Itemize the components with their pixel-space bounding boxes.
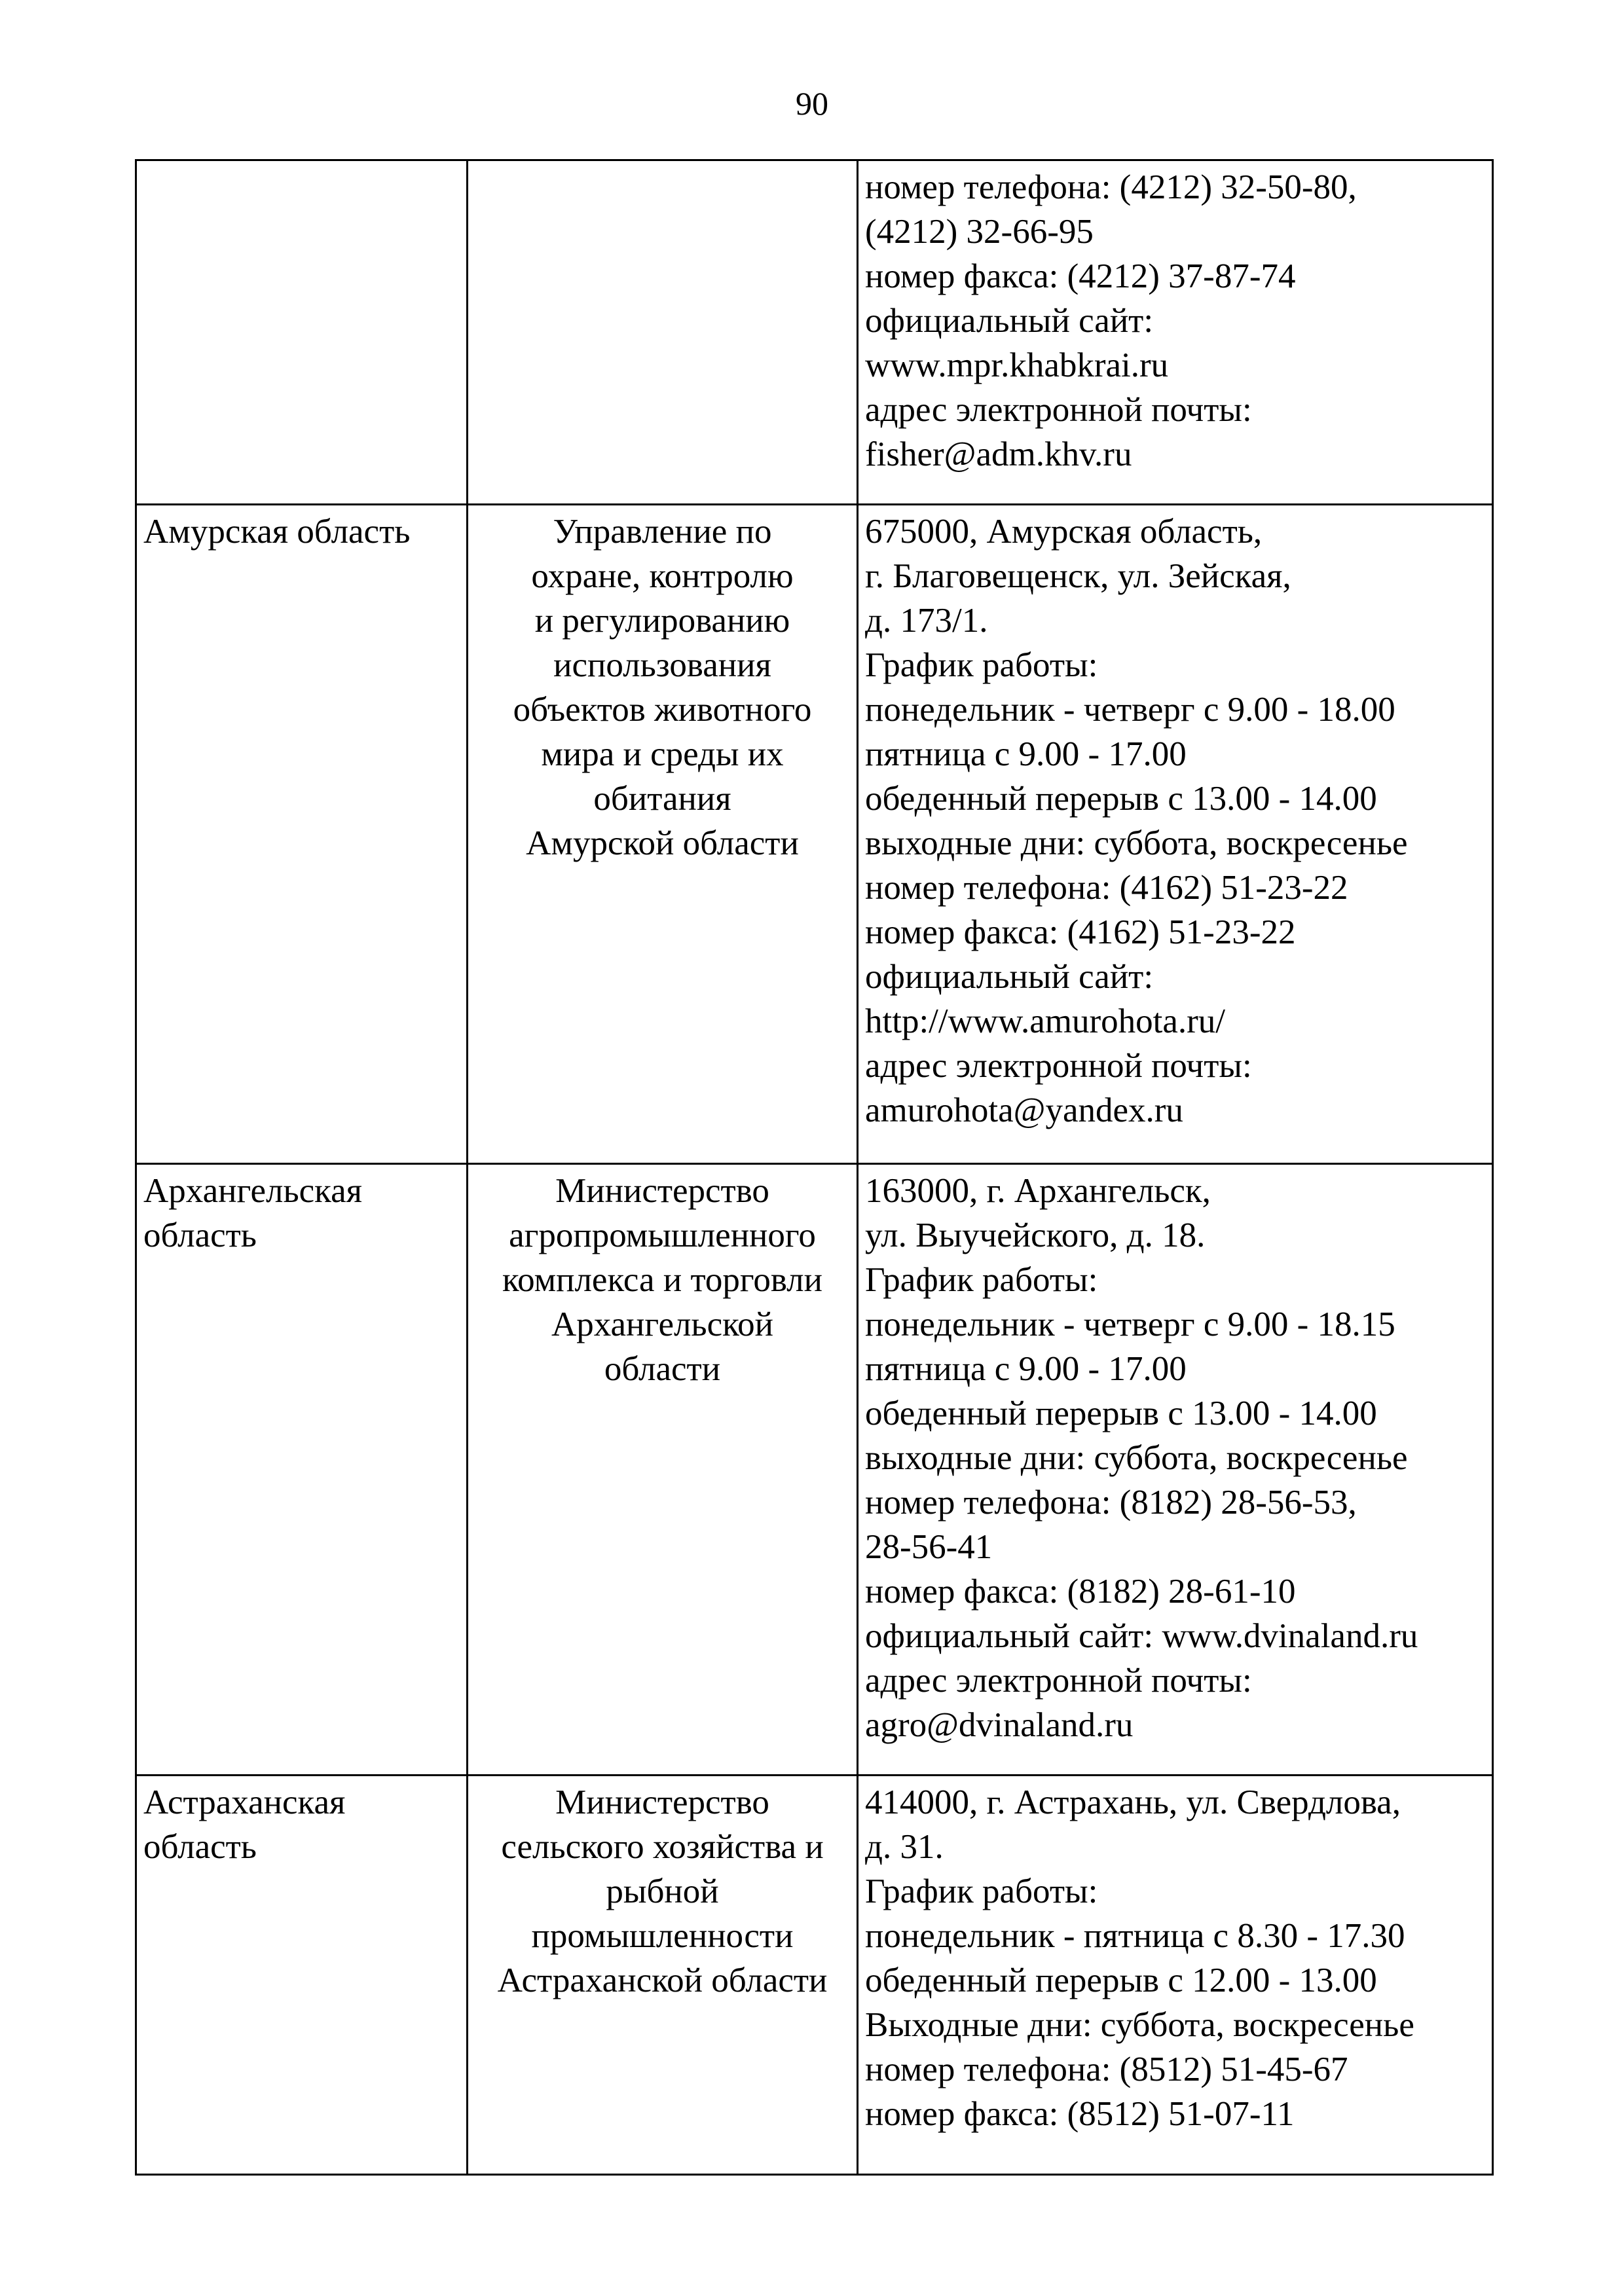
contacts-line: номер телефона: (8512) 51-45-67 <box>865 2050 1348 2088</box>
agency-cell <box>468 1776 858 2175</box>
agency-line: комплекса и торговли <box>502 1261 822 1299</box>
agency-line: сельского хозяйства и <box>501 1828 824 1866</box>
contacts-line: официальный сайт: <box>865 302 1154 340</box>
contacts-line: пятница с 9.00 - 17.00 <box>865 1350 1187 1388</box>
agency-line: области <box>604 1350 721 1388</box>
contacts-line: д. 173/1. <box>865 602 988 640</box>
contacts-line: номер телефона: (4162) 51-23-22 <box>865 869 1348 907</box>
agency-line: мира и среды их <box>541 735 784 773</box>
contacts-line: 163000, г. Архангельск, <box>865 1172 1211 1210</box>
contacts-line: обеденный перерыв с 13.00 - 14.00 <box>865 780 1377 818</box>
contacts-line: 414000, г. Астрахань, ул. Свердлова, <box>865 1783 1401 1821</box>
contacts-line: Выходные дни: суббота, воскресенье <box>865 2006 1414 2044</box>
agency-line: Амурской области <box>526 824 799 862</box>
page-number: 90 <box>796 85 828 122</box>
agency-line: использования <box>553 646 771 684</box>
contacts-line: ул. Выучейского, д. 18. <box>865 1216 1206 1254</box>
table-row <box>136 1164 1493 1776</box>
agency-line: рыбной <box>606 1872 719 1910</box>
contacts-line: номер факса: (4212) 37-87-74 <box>865 257 1296 295</box>
contacts-line: http://www.amurohota.ru/ <box>865 1002 1226 1040</box>
contacts-line: д. 31. <box>865 1828 944 1866</box>
contacts-line: обеденный перерыв с 13.00 - 14.00 <box>865 1394 1377 1432</box>
agency-cell <box>468 1164 858 1776</box>
table-row <box>136 160 1493 505</box>
region-line: Астраханская <box>143 1783 346 1821</box>
table-body <box>136 160 1493 2175</box>
contacts-line: amurohota@yandex.ru <box>865 1091 1183 1129</box>
contacts-line: agro@dvinaland.ru <box>865 1706 1134 1744</box>
contacts-line: официальный сайт: <box>865 958 1154 996</box>
region-line: Архангельская <box>143 1172 363 1210</box>
region-line: область <box>143 1828 257 1866</box>
contacts-line: (4212) 32-66-95 <box>865 213 1094 251</box>
agency-line: промышленности <box>531 1917 794 1955</box>
contacts-line: График работы: <box>865 1872 1098 1910</box>
agency-line: Министерство <box>555 1783 769 1821</box>
region-cell <box>136 1164 468 1776</box>
agency-line: Управление по <box>553 513 772 551</box>
agency-line: Астраханской области <box>497 1961 828 1999</box>
contacts-line: График работы: <box>865 646 1098 684</box>
region-cell <box>136 1776 468 2175</box>
contacts-line: www.mpr.khabkrai.ru <box>865 346 1169 384</box>
contacts-line: номер факса: (8512) 51-07-11 <box>865 2095 1295 2133</box>
contacts-line: График работы: <box>865 1261 1098 1299</box>
agency-line: Архангельской <box>551 1305 774 1343</box>
contacts-line: адрес электронной почты: <box>865 1047 1252 1085</box>
agency-line: агропромышленного <box>509 1216 816 1254</box>
contacts-line: пятница с 9.00 - 17.00 <box>865 735 1187 773</box>
contacts-line: 675000, Амурская область, <box>865 513 1263 551</box>
region-cell <box>136 160 468 505</box>
contacts-line: номер факса: (4162) 51-23-22 <box>865 913 1296 951</box>
contacts-line: понедельник - четверг с 9.00 - 18.15 <box>865 1305 1395 1343</box>
contacts-line: номер телефона: (4212) 32-50-80, <box>865 168 1357 206</box>
agency-line: объектов животного <box>513 691 812 729</box>
contacts-line: адрес электронной почты: <box>865 1662 1252 1700</box>
contacts-line: обеденный перерыв с 12.00 - 13.00 <box>865 1961 1377 1999</box>
agency-line: и регулированию <box>534 602 790 640</box>
agency-contacts-table <box>135 159 1494 2176</box>
contacts-cell <box>858 1164 1493 1776</box>
table-row <box>136 1776 1493 2175</box>
agency-line: Министерство <box>555 1172 769 1210</box>
contacts-line: официальный сайт: www.dvinaland.ru <box>865 1617 1418 1655</box>
contacts-line: выходные дни: суббота, воскресенье <box>865 1439 1408 1477</box>
contacts-line: 28-56-41 <box>865 1528 993 1566</box>
region-line: Амурская область <box>143 513 411 551</box>
agency-line: охране, контролю <box>531 557 794 595</box>
contacts-cell <box>858 1776 1493 2175</box>
contacts-cell <box>858 160 1493 505</box>
contacts-line: адрес электронной почты: <box>865 391 1252 429</box>
contacts-line: понедельник - четверг с 9.00 - 18.00 <box>865 691 1395 729</box>
table-row <box>136 505 1493 1164</box>
agency-cell <box>468 160 858 505</box>
contacts-line: fisher@adm.khv.ru <box>865 435 1132 473</box>
contacts-line: номер телефона: (8182) 28-56-53, <box>865 1484 1357 1522</box>
agency-cell <box>468 505 858 1164</box>
region-cell <box>136 505 468 1164</box>
contacts-line: г. Благовещенск, ул. Зейская, <box>865 557 1291 595</box>
contacts-line: понедельник - пятница с 8.30 - 17.30 <box>865 1917 1405 1955</box>
region-line: область <box>143 1216 257 1254</box>
agency-line: обитания <box>593 780 731 818</box>
contacts-cell <box>858 505 1493 1164</box>
contacts-line: номер факса: (8182) 28-61-10 <box>865 1573 1296 1611</box>
contacts-line: выходные дни: суббота, воскресенье <box>865 824 1408 862</box>
